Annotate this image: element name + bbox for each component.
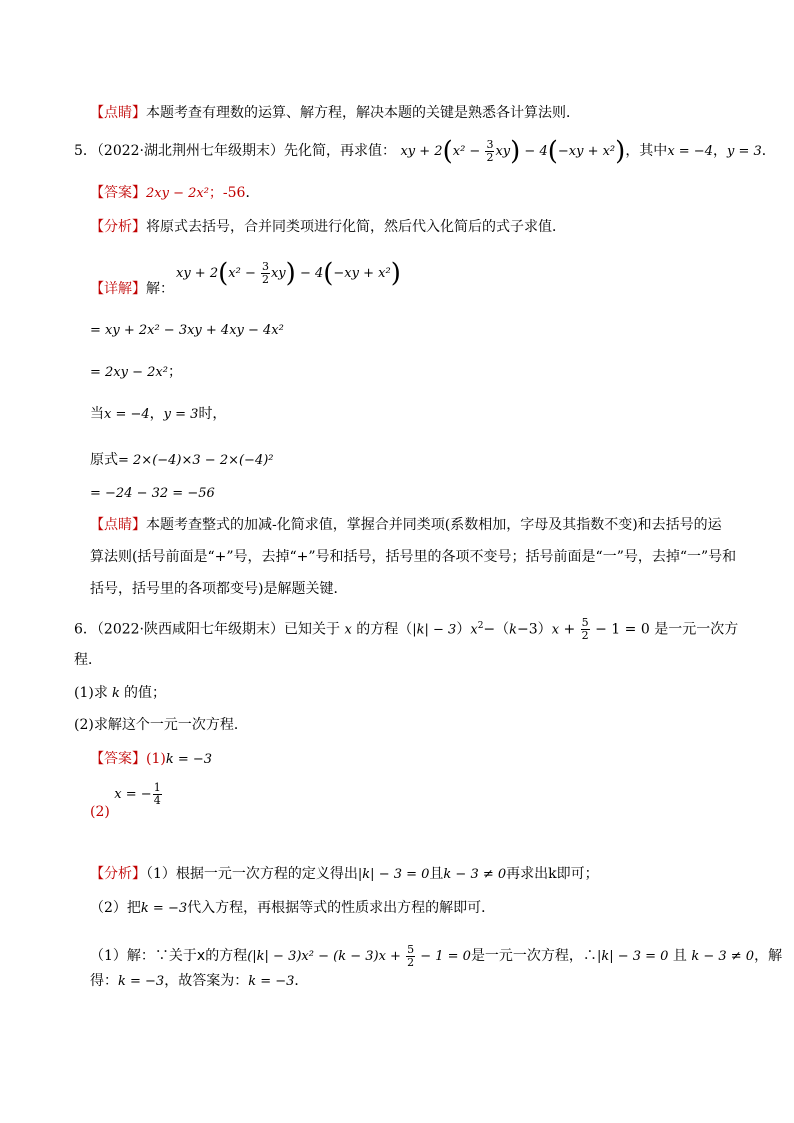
detail-when: 当x = −4，y = 3时， xyxy=(90,406,227,422)
comment-5-line-2: 算法则(括号前面是“+”号，去掉“+”号和括号，括号里的各项不变号；括号前面是“一”号，去掉“一”号和 xyxy=(90,549,737,565)
solution-6-line-2: 得：k = −3，故答案为：k = −3． xyxy=(90,973,309,989)
question-source: （2022·陕西咸阳七年级期末） xyxy=(96,621,285,638)
question-6: 6．（2022·陕西咸阳七年级期末）已知关于 x 的方程$(|k| - 3)x^2-(k-3)x$ + $\frac{5}{2}$ − 1 = 0 是一元一次方 xyxy=(74,616,739,643)
comment-text: 本题考查有理数的运算、解方程，解决本题的关键是熟悉各计算法则． xyxy=(146,105,580,121)
solution-6-line-1: （1）解：∵关于x的方程(|k| − 3)x² − (k − 3)x + $\frac{5}{2}$ − 1 = 0是一元一次方程，∴|k| − 3 = 0 且 k − 3 ≠ 0，解 xyxy=(90,943,783,969)
detail-step-1: = xy + 2x² − 3xy + 4xy − 4x² xyxy=(90,323,284,338)
answer-tag: 【答案】 xyxy=(90,185,146,201)
question-text: 先化简，再求值： xyxy=(284,143,397,159)
analysis-6-line-2: （2）把k = −3代入方程，再根据等式的性质求出方程的解即可． xyxy=(90,900,496,916)
question-5: 5．（2022·湖北荆州七年级期末）先化简，再求值： xy + 2(x² − $\frac{3}{2}$ xy) − 4(−xy + x²)，其中x = −4，y = 3． xyxy=(74,136,776,167)
question-expression: xy + 2(x² − $\frac{3}{2}$ xy) − 4(−xy + x²) xyxy=(400,136,626,167)
answer-6-part-2: (2) x = − $\frac{1}{4}$ xyxy=(90,781,161,820)
answer-expression: 2xy − 2x² xyxy=(146,186,209,201)
comment-line xyxy=(90,104,580,122)
question-6-line-2: 程． xyxy=(74,652,102,668)
analysis-6-line-1: 【分析】（1）根据一元一次方程的定义得出|k| − 3 = 0且k − 3 ≠ 0再求出k即可； xyxy=(90,866,599,882)
analysis-text: 将原式去括号，合并同类项进行化简，然后代入化简后的式子求值． xyxy=(146,219,566,235)
answer-value: -56 xyxy=(222,185,246,201)
comment-tag: 【点睛】 xyxy=(90,105,146,121)
answer-tag: 【答案】 xyxy=(90,751,146,767)
detail-tag: 【详解】 xyxy=(90,281,146,297)
question-6-sub-2: (2)求解这个一元一次方程． xyxy=(74,717,248,733)
detail-result: = −24 − 32 = −56 xyxy=(90,486,215,501)
detail-5: 【详解】解： xyxy=(90,281,174,297)
detail-substitution: 原式= 2×(−4)×3 − 2×(−4)² xyxy=(90,452,274,468)
comment-5-line-3: 括号，括号里的各项都变号)是解题关键． xyxy=(90,581,348,597)
analysis-5 xyxy=(90,218,566,236)
question-6-sub-1: (1)求 k 的值； xyxy=(74,685,166,701)
question-number: 5． xyxy=(74,143,97,159)
question-source: （2022·湖北荆州七年级期末） xyxy=(96,143,285,159)
comment-tag: 【点睛】 xyxy=(90,517,146,533)
condition-y: y = 3 xyxy=(726,144,762,159)
comment-5-line-1: 【点睛】本题考查整式的加减-化简求值，掌握合并同类项(系数相加，字母及其指数不变)和去括号的运 xyxy=(90,517,722,533)
detail-step-2: = 2xy − 2x²； xyxy=(90,364,182,380)
condition-x: x = −4 xyxy=(667,144,713,159)
answer-5: 【答案】2xy − 2x²；-56． xyxy=(90,185,260,201)
analysis-tag: 【分析】 xyxy=(90,219,146,235)
answer-6: 【答案】(1)k = −3 xyxy=(90,751,213,767)
question-number: 6． xyxy=(74,621,97,638)
detail-expression: xy + 2(x² − $\frac{3}{2}$ xy) − 4(−xy + x²) xyxy=(176,258,401,289)
analysis-tag: 【分析】 xyxy=(90,866,146,882)
